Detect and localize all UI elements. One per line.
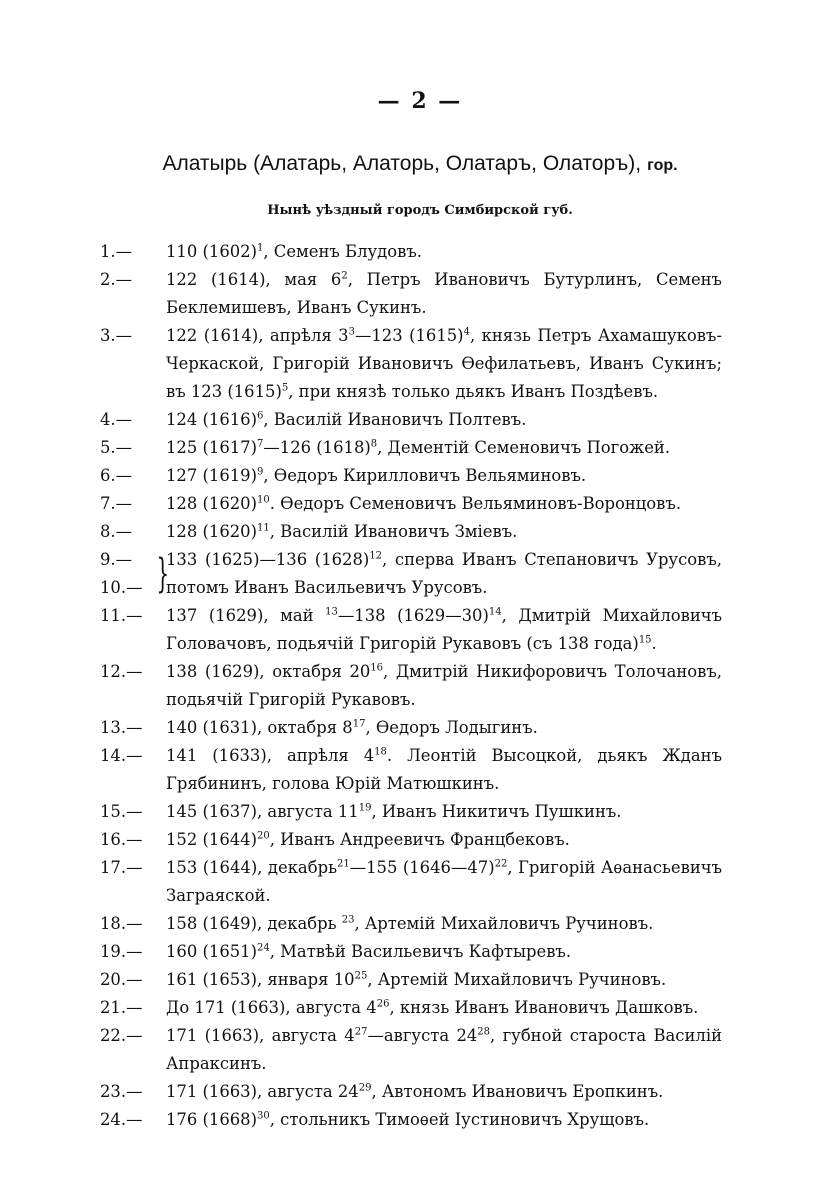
entry-number-first: 9.— bbox=[100, 550, 133, 569]
list-item bbox=[100, 714, 722, 742]
entry-number: 1.— bbox=[100, 242, 133, 261]
entry-number: 13.— bbox=[100, 718, 143, 737]
entry-text: 171 (1663), августа $24^{29}$, Автономъ Ивановичъ Еропкинъ. bbox=[166, 1082, 664, 1101]
entry-text: 122 (1614), апрѣля $3^3—123$ $(1615)^4$, князь Петръ Ахамашуковъ-Черкаской, Григорій Ивановичъ Ѳефилатьевъ, Иванъ Сукинъ; въ 123 $(1615)^5$, при князѣ только дьякъ Иванъ Поздѣевъ. bbox=[166, 326, 722, 401]
entry-text: 137 (1629), май $^{13}$—138 (1629—30)$^{14}$, Дмитрій Михайловичъ Головачовъ, подьячій Григорій Рукавовъ (съ 138 года)$^{15}$. bbox=[166, 606, 723, 653]
list-item bbox=[100, 434, 722, 462]
list-item bbox=[100, 322, 722, 406]
entry-number: 14.— bbox=[100, 746, 143, 765]
list-item bbox=[100, 742, 722, 798]
entry-text: 160 $(1651)^{24}$, Матвѣй Васильевичъ Кафтыревъ. bbox=[166, 942, 572, 961]
list-item bbox=[100, 1106, 722, 1134]
entry-text: До 171 (1663), августа $4^{26}$, князь Иванъ Ивановичъ Дашковъ. bbox=[166, 998, 699, 1017]
entry-text: 140 (1631), октабря $8^{17}$, Ѳедоръ Лодыгинъ. bbox=[166, 718, 538, 737]
list-item bbox=[100, 994, 722, 1022]
entry-number: 23.— bbox=[100, 1082, 143, 1101]
entry-number: 19.— bbox=[100, 942, 143, 961]
list-item bbox=[100, 462, 722, 490]
list-item bbox=[100, 602, 722, 658]
entry-number: 5.— bbox=[100, 438, 133, 457]
entry-text: 176 $(1668)^{30}$, стольникъ Тимоѳей Іустиновичъ Хрущовъ. bbox=[166, 1110, 650, 1129]
entry-text: 153 (1644), декабрь$^{21}$—155 (1646—47)$^{22}$, Григорій Аѳанасьевичъ Заграяской. bbox=[166, 858, 723, 905]
list-item bbox=[100, 406, 722, 434]
list-item bbox=[100, 798, 722, 826]
entry-text: 127 $(1619)^9$, Ѳедоръ Кирилловичъ Вельяминовъ. bbox=[166, 466, 587, 485]
brace-glyph: } bbox=[156, 551, 170, 597]
entry-number: 20.— bbox=[100, 970, 143, 989]
entry-text: 122 (1614), мая $6^2$, Петръ Ивановичъ Бутурлинъ, Семенъ Беклемишевъ, Иванъ Сукинъ. bbox=[166, 270, 722, 317]
entry-number: 3.— bbox=[100, 326, 133, 345]
entry-number: 6.— bbox=[100, 466, 133, 485]
page-subtitle: Нынѣ уѣздный городъ Симбирской губ. bbox=[267, 203, 573, 218]
entry-number: 24.— bbox=[100, 1110, 143, 1129]
entry-number: 4.— bbox=[100, 410, 133, 429]
entry-text: 145 (1637), августа $11^{19}$, Иванъ Никитичъ Пушкинъ. bbox=[166, 802, 622, 821]
entry-number: 17.— bbox=[100, 858, 143, 877]
entry-text: 124 $(1616)^6$, Василій Ивановичъ Полтевъ. bbox=[166, 410, 527, 429]
list-item bbox=[100, 826, 722, 854]
entry-number: 11.— bbox=[100, 606, 143, 625]
entry-text: 152 $(1644)^{20}$, Иванъ Андреевичъ Францбековъ. bbox=[166, 830, 570, 849]
title-text: Алатырь (Алатарь, Алаторь, Олатаръ, Олаторъ), bbox=[162, 152, 642, 175]
entry-number: 7.— bbox=[100, 494, 133, 513]
list-item bbox=[100, 658, 722, 714]
entry-text: 133 (1625)—136 $(1628)^{12}$, сперва Иванъ Степановичъ Урусовъ, потомъ Иванъ Васильевичъ Урусовъ. bbox=[166, 550, 722, 597]
entry-number-second: 10.— bbox=[100, 578, 143, 597]
list-item bbox=[100, 238, 722, 266]
list-item bbox=[100, 854, 722, 910]
entry-number: 15.— bbox=[100, 802, 143, 821]
list-item bbox=[100, 1022, 722, 1078]
entry-text: 125 $(1617)^7—126$ $(1618)^8$, Дементій Семеновичъ Погожей. bbox=[166, 438, 671, 457]
entry-text: 158 (1649), декабрь $^{23}$, Артемій Михайловичъ Ручиновъ. bbox=[166, 914, 654, 933]
list-item bbox=[100, 546, 722, 602]
entry-text: 171 (1663), августа $4^{27}—августа$ $24^{28}$, губной староста Василій Апраксинъ. bbox=[166, 1026, 722, 1073]
entry-number: 22.— bbox=[100, 1026, 143, 1045]
entry-number bbox=[100, 546, 142, 602]
entry-number: 2.— bbox=[100, 270, 133, 289]
entry-text: 110 $(1602)^1$, Семенъ Блудовъ. bbox=[166, 242, 422, 261]
entry-text: 161 (1653), января $10^{25}$, Артемій Михайловичъ Ручиновъ. bbox=[166, 970, 667, 989]
list-item bbox=[100, 266, 722, 322]
entry-text: 128 $(1620)^{10}$. Ѳедоръ Семеновичъ Вельяминовъ-Воронцовъ. bbox=[166, 494, 682, 513]
entry-text: 138 (1629), октабря $20^{16}$, Дмитрій Никифоровичъ Толочановъ, подьячій Григорій Рукавовъ. bbox=[166, 662, 722, 709]
entry-number: 8.— bbox=[100, 522, 133, 541]
list-item bbox=[100, 490, 722, 518]
entry-number: 21.— bbox=[100, 998, 143, 1017]
entry-number: 16.— bbox=[100, 830, 143, 849]
list-item bbox=[100, 966, 722, 994]
entries-list bbox=[100, 238, 722, 1134]
list-item bbox=[100, 938, 722, 966]
entry-number: 12.— bbox=[100, 662, 143, 681]
list-item bbox=[100, 518, 722, 546]
entry-text: 128 $(1620)^{11}$, Василій Ивановичъ Зміевъ. bbox=[166, 522, 518, 541]
list-item bbox=[100, 910, 722, 938]
page-title bbox=[0, 152, 840, 176]
page-number: — 2 — bbox=[377, 88, 463, 114]
entry-number: 18.— bbox=[100, 914, 143, 933]
list-item bbox=[100, 1078, 722, 1106]
title-suffix: гор. bbox=[647, 157, 678, 174]
entry-text: 141 (1633), апрѣля $4^{18}$. Леонтій Высоцкой, дьякъ Жданъ Грябининъ, голова Юрій Матюшкинъ. bbox=[166, 746, 722, 793]
